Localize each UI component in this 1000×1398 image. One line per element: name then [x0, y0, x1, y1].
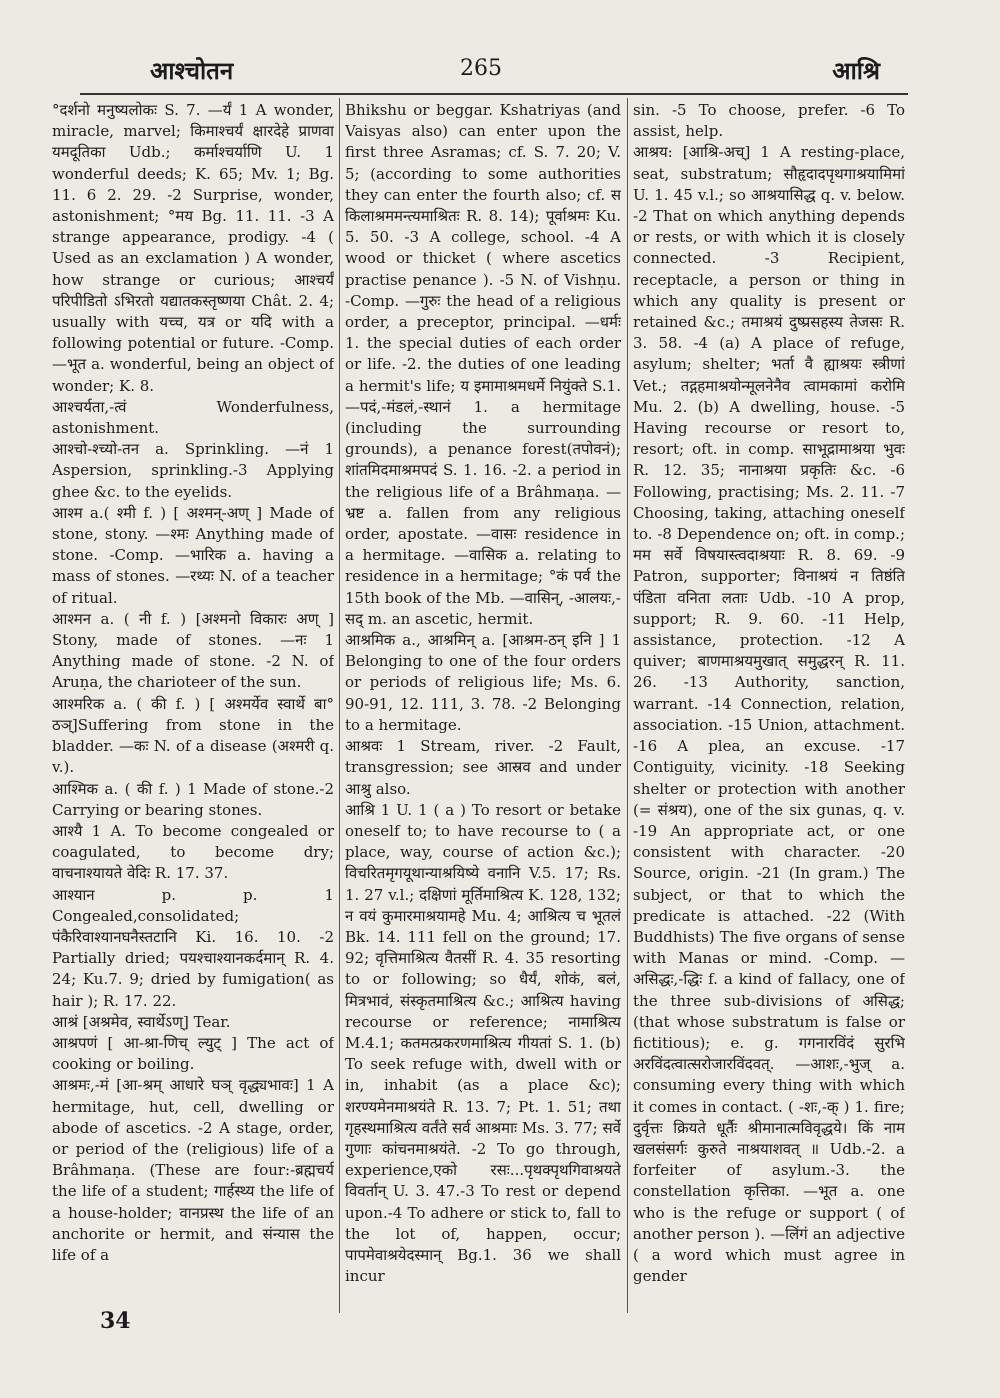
- page-header: [150, 50, 920, 90]
- entry-paragraph: °दर्शनो मनुष्यलोकः S. 7. —र्यं 1 A wonder, miracle, marvel; किमाश्चर्यं क्षारदेहे प्राणवा यमदूतिका Udb.; कर्माश्चर्याणि U. 1 wonderful deeds; K. 65; Mv. 1; Bg. 11. 6 2. 29. -2 Surprise, wonder, astonishment; °मय Bg. 11. 11. -3 A strange appearance, prodigy. -4 ( Used as an exclamation ) A wonder, how strange or curious; आश्चर्यं परिपीडितो ऽभिरतो यद्यातकस्तृष्णया Chât. 2. 4; usually with यच्च, यत्र or यदि with a following potential or future. -Comp. —भूत a. wonderful, being an object of wonder; K. 8.: [52, 101, 334, 395]
- signature-mark: 34: [100, 1308, 131, 1334]
- entry-paragraph: आश्चो-श्च्यो-तन a. Sprinkling. —नं 1 Aspersion, sprinkling.-3 Applying ghee &c. to the eyelids.: [52, 440, 334, 501]
- page-number: 265: [460, 56, 502, 81]
- header-rule: [80, 93, 908, 95]
- entry-paragraph: आश्रमः,-मं [आ-श्रम् आधारे घञ् वृद्ध्यभावः] 1 A hermitage, hut, cell, dwelling or abode of ascetics. -2 A stage, order, or period of the (religious) life of a Brâhmaṇa. (These are four:-ब्रह्मचर्य the life of a student; गार्हस्थ्य the life of a house-holder; वानप्रस्थ the life of an anchorite or hermit, and संन्यास the life of a: [52, 1076, 334, 1264]
- header-right-guide-word: आश्रि: [832, 56, 880, 85]
- entry-paragraph: आश्मिक a. ( की f. ) 1 Made of stone.-2 Carrying or bearing stones.: [52, 779, 334, 819]
- entry-paragraph: sin. -5 To choose, prefer. -6 To assist, help.: [633, 101, 905, 141]
- entry-paragraph: आश्रं [अश्रमेव, स्वार्थेऽण्] Tear.: [52, 1012, 231, 1031]
- entry-paragraph: आश्रमिक a., आश्रमिन् a. [आश्रम-ठन् इनि ] 1 Belonging to one of the four orders or periods of religious life; Ms. 6. 90-91, 12. 111, 3. 78. -2 Belonging to a hermitage.: [345, 631, 621, 734]
- entry-paragraph: आश्यान p. p. 1 Congealed,consolidated; पंकैरिवाश्यानघनैस्तटानि Ki. 16. 10. -2 Partially dried; पयश्चाश्यानकर्दमान् R. 4. 24; Ku.7. 9; dried by fumigation( as hair ); R. 17. 22.: [52, 885, 334, 1010]
- column-2: [345, 100, 621, 1312]
- header-left-guide-word: आश्चोतन: [150, 56, 234, 85]
- entry-paragraph: आश्रय: [आश्रि-अच्] 1 A resting-place, seat, substratum; सौहृदादपृथगाश्रयामिमां U. 1. 45 v.l.; so आश्रयासिद्ध q. v. below. -2 That on which anything depends or rests, or with which it is closely connected. -3 Recipient, receptacle, a person or thing in which any quality is present or retained &c.; तमाश्रयं दुष्प्रसहस्य तेजसः R. 3. 58. -4 (a) A place of refuge, asylum; shelter; भर्ता वै ह्याश्रयः स्त्रीणां Vet.; तद्गहमाश्रयोन्मूलनेनैव त्वामकामां करोमि Mu. 2. (b) A dwelling, house. -5 Having recourse or resort to, resort; oft. in comp. साभूद्रामाश्रया भुवः R. 12. 35; नानाश्रया प्रकृतिः &c. -6 Following, practising; Ms. 2. 11. -7 Choosing, taking, attaching oneself to. -8 Dependence on; oft. in comp.; मम सर्वे विषयास्त्वदाश्रयाः R. 8. 69. -9 Patron, supporter; विनाश्रयं न तिष्ठंति पंडिता वनिता लताः Udb. -10 A prop, support; R. 9. 60. -11 Help, assistance, protection. -12 A quiver; बाणमाश्रयमुखात् समुद्धरन् R. 11. 26. -13 Authority, sanction, warrant. -14 Connection, relation, association. -15 Union, attachment. -16 A plea, an excuse. -17 Contiguity, vicinity. -18 Seeking shelter or protection with another (= संश्रय), one of the six gunas, q. v. -19 An appropriate act, or one consistent with character. -20 Source, origin. -21 (In gram.) The subject, or that to which the predicate is attached. -22 (With Buddhists) The five organs of sense with Manas or mind. -Comp. —असिद्धः,-द्धिः f. a kind of fallacy, one of the three sub-divisions of असिद्ध; (that whose substratum is false or fictitious); e. g. गगनारविंदं सुरभि अरविंदत्वात्सरोजारविंदवत्. —आशः,-भुज् a. consuming every thing with which it comes in contact. ( -शः,-क् ) 1. fire; दुर्वृत्तः क्रियते धूर्तैः श्रीमानात्मविवृद्धये। किं नाम खलसंसर्गः कुरुते नाश्रयाशवत् ॥ Udb.-2. a forfeiter of asylum.-3. the constellation कृत्तिका. —भूत a. one who is the refuge or support ( of another person ). —लिंगं an adjective ( a word which must agree in gender: [633, 143, 905, 1286]
- entry-paragraph: आश्मरिक a. ( की f. ) [ अश्मर्येव स्वार्थे बा° ठञ्]Suffering from stone in the bladder. —कः N. of a disease (अश्मरी q. v.).: [52, 694, 334, 777]
- entry-paragraph: आश्रपणं [ आ-श्रा-णिच् ल्युट् ] The act of cooking or boiling.: [52, 1033, 334, 1074]
- entry-paragraph: आश्मन a. ( नी f. ) [अश्मनो विकारः अण् ] Stony, made of stones. —नः 1 Anything made of stone. -2 N. of Aruṇa, the charioteer of the sun.: [52, 609, 334, 692]
- column-divider: [627, 98, 628, 1313]
- entry-paragraph: आश्रवः 1 Stream, river. -2 Fault, transgression; see आस्रव and under आश्रु also.: [345, 737, 621, 798]
- entry-paragraph: Bhikshu or beggar. Kshatriyas (and Vaisyas also) can enter upon the first three Asramas; cf. S. 7. 20; V. 5; (according to some authorities they can enter the fourth also; cf. स किलाश्रममन्त्यमाश्रितः R. 8. 14); पूर्वाश्रमः Ku. 5. 50. -3 A college, school. -4 A wood or thicket ( where ascetics practise penance ). -5 N. of Vishṇu. -Comp. —गुरुः the head of a religious order, a preceptor, principal. —धर्मः 1. the special duties of each order or life. -2. the duties of one leading a hermit's life; य इमामाश्रमधर्मे नियुंक्ते S.1. —पदं,-मंडलं,-स्थानं 1. a hermitage (including the surrounding grounds), a penance forest(तपोवनं); शांतमिदमाश्रमपदं S. 1. 16. -2. a period in the religious life of a Brâhmaṇa. —भ्रष्ट a. fallen from any religious order, apostate. —वासः residence in a hermitage. —वासिक a. relating to residence in a hermitage; °कं पर्व the 15th book of the Mb. —वासिन्, -आलयः,-सद् m. an ascetic, hermit.: [345, 101, 621, 628]
- column-3: [633, 100, 905, 1312]
- entry-paragraph: आश्रि 1 U. 1 ( a ) To resort or betake oneself to; to have recourse to ( a place, way, course of action &c.); विचरितमृगयूथान्याश्रयिष्ये वनानि V.5. 17; Rs. 1. 27 v.l.; दक्षिणां मूर्तिमाश्रित्य K. 128, 132; न वयं कुमारमाश्रयामहे Mu. 4; आश्रित्य च भूतलं Bk. 14. 111 fell on the ground; 17. 92; वृत्तिमाश्रित्य वैतसीं R. 4. 35 resorting to or following; so धैर्यं, शोकं, बलं, मित्रभावं, संस्कृतमाश्रित्य &c.; आश्रित्य having recourse or reference; नामाश्रित्य M.4.1; कतमत्प्रकरणमाश्रित्य गीयतां S. 1. (b) To seek refuge with, dwell with or in, inhabit (as a place &c); शरण्यमेनमाश्रयंते R. 13. 7; Pt. 1. 51; तथा गृहस्थमाश्रित्य वर्तंते सर्व आश्रमाः Ms. 3. 77; सर्वे गुणाः कांचनमाश्रयंते. -2 To go through, experience,एको रसः...पृथक्पृथगिवाश्रयते विवर्तान् U. 3. 47.-3 To rest or depend upon.-4 To adhere or stick to, fall to the lot of, happen, occur; पापमेवाश्रयेदस्मान् Bg.1. 36 we shall incur: [345, 800, 621, 1286]
- column-divider: [339, 98, 340, 1313]
- entry-paragraph: आश्चर्यता,-त्वं Wonderfulness, astonishment.: [52, 397, 334, 438]
- entry-paragraph: आश्म a.( श्मी f. ) [ अश्मन्-अण् ] Made of stone, stony. —श्मः Anything made of stone. -Comp. —भारिक a. having a mass of stones. —रथ्यः N. of a teacher of ritual.: [52, 503, 334, 607]
- column-1: [52, 100, 334, 1312]
- entry-paragraph: आश्यै 1 A. To become congealed or coagulated, to become dry; वाचनाश्यायते वेदिः R. 17. 37.: [52, 821, 334, 883]
